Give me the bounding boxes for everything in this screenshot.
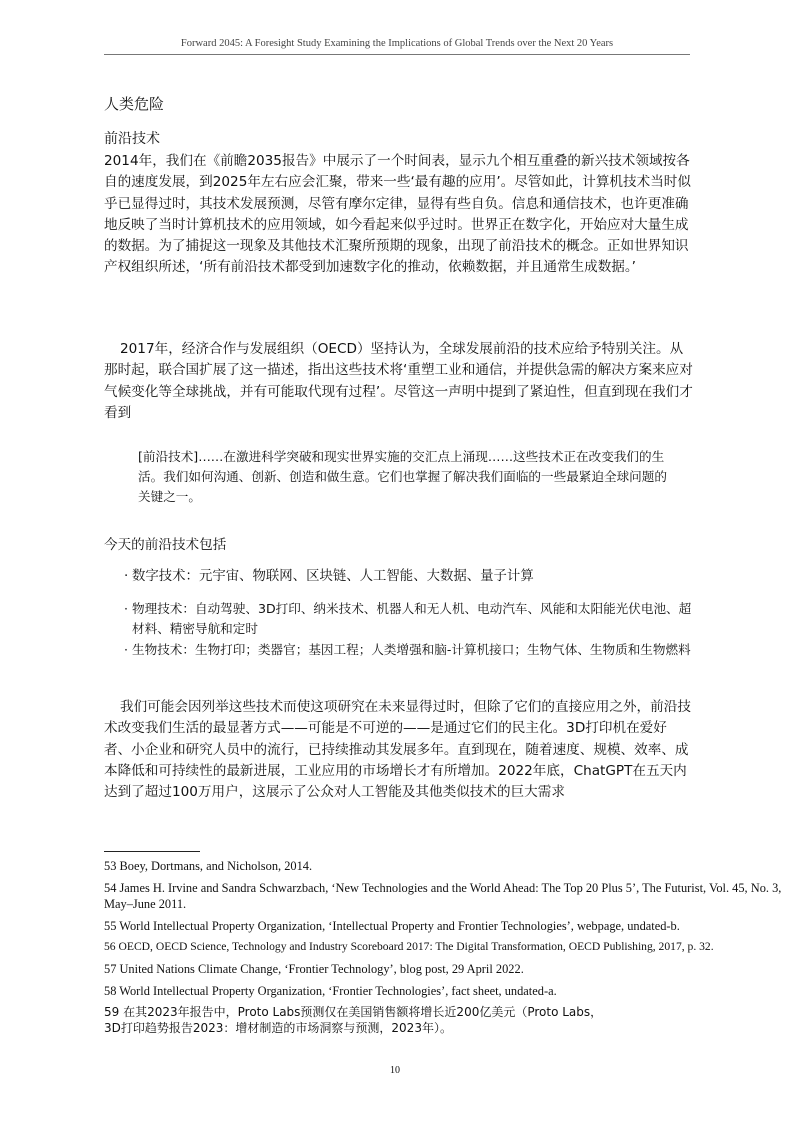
footnote: 54 James H. Irvine and Sandra Schwarzbach, ‘New Technologies and the World Ahead: The Top 20 Plus 5’, The Futurist, Vol. 45, No. 3, May–June 2011. [104,881,782,911]
frontier-tech-list [124,567,694,660]
footnote: 58 World Intellectual Property Organization, ‘Frontier Technologies’, fact sheet, undated-a. [104,984,557,998]
header-rule [104,54,690,55]
list-item [124,599,694,639]
footnote: 59 在其2023年报告中，Proto Labs预测仅在美国销售额将增长近200亿美元（Proto Labs，3D打印趋势报告2023：增材制造的市场洞察与预测，2023年）。 [104,1005,603,1035]
footnote: 56 OECD, OECD Science, Technology and Industry Scoreboard 2017: The Digital Transformation, OECD Publishing, 2017, p. 32. [104,940,714,953]
blockquote: [前沿技术]……在激进科学突破和现实世界实施的交汇点上涌现……这些技术正在改变我们的生活。我们如何沟通、创新、创造和做生意。它们也掌握了解决我们面临的一些最紧迫全球问题的关键之一。 [138,449,667,504]
bullet-marker: · [124,601,129,616]
sub-heading: 前沿技术 [104,131,160,147]
paragraph-oecd: 2017年，经济合作与发展组织（OECD）坚持认为，全球发展前沿的技术应给予特别关注。从那时起，联合国扩展了这一描述，指出这些技术将‘重塑工业和通信，并提供急需的解决方案来应对气候变化等全球挑战，并有可能取代现有过程’。尽管这一声明中提到了紧迫性，但直到现在我们才看到 [104,341,693,421]
footnotes [104,856,784,1036]
running-header: Forward 2045: A Foresight Study Examining the Implications of Global Trends over the Next 20 Years [180,38,614,49]
list-item-text: 物理技术：自动驾驶、3D打印、纳米技术、机器人和无人机、电动汽车、风能和太阳能光伏电池、超材料、精密导航和定时 [132,601,692,636]
footnote-rule [104,851,200,852]
footnote: 57 United Nations Climate Change, ‘Frontier Technology’, blog post, 29 April 2022. [104,962,524,976]
paragraph-frontier-tech-intro: 2014年，我们在《前瞻2035报告》中展示了一个时间表，显示九个相互重叠的新兴技术领域按各自的速度发展，到2025年左右应会汇聚，带来一些‘最有趣的应用’。尽管如此，计算机技术当时似乎已显得过时，其技术发展预测，尽管有摩尔定律，显得有些自负。信息和通信技术，也许更准确地反映了当时计算机技术的应用领域，如今看起来似乎过时。世界正在数字化，开始应对大量生成的数据。为了捕捉这一现象及其他技术汇聚所预期的现象，出现了前沿技术的概念。正如世界知识产权组织所述，‘所有前沿技术都受到加速数字化的推动，依赖数据，并且通常生成数据。’ [104,153,691,276]
paragraph-today-intro: 今天的前沿技术包括 [104,537,227,553]
list-item-text: 生物技术：生物打印；类器官；基因工程；人类增强和脑-计算机接口；生物气体、生物质和生物燃料 [132,642,691,657]
page-number: 10 [390,1065,400,1076]
footnote: 53 Boey, Dortmans, and Nicholson, 2014. [104,859,313,873]
footnote: 55 World Intellectual Property Organization, ‘Intellectual Property and Frontier Technologies’, webpage, undated-b. [104,919,680,933]
section-heading: 人类危险 [104,95,165,113]
list-item-text: 数字技术：元宇宙、物联网、区块链、人工智能、大数据、量子计算 [132,569,534,584]
bullet-marker: · [124,569,129,584]
list-item [124,567,694,587]
list-item [124,640,694,660]
paragraph-democratization: 我们可能会因列举这些技术而使这项研究在未来显得过时，但除了它们的直接应用之外，前沿技术改变我们生活的最显著方式——可能是不可逆的——是通过它们的民主化。3D打印机在爱好者、小企业和研究人员中的流行，已持续推动其发展多年。直到现在，随着速度、规模、效率、成本降低和可持续性的最新进展，工业应用的市场增长才有所增加。2022年底，ChatGPT在五天内达到了超过100万用户，这展示了公众对人工智能及其他类似技术的巨大需求 [104,699,691,801]
bullet-marker: · [124,642,129,657]
